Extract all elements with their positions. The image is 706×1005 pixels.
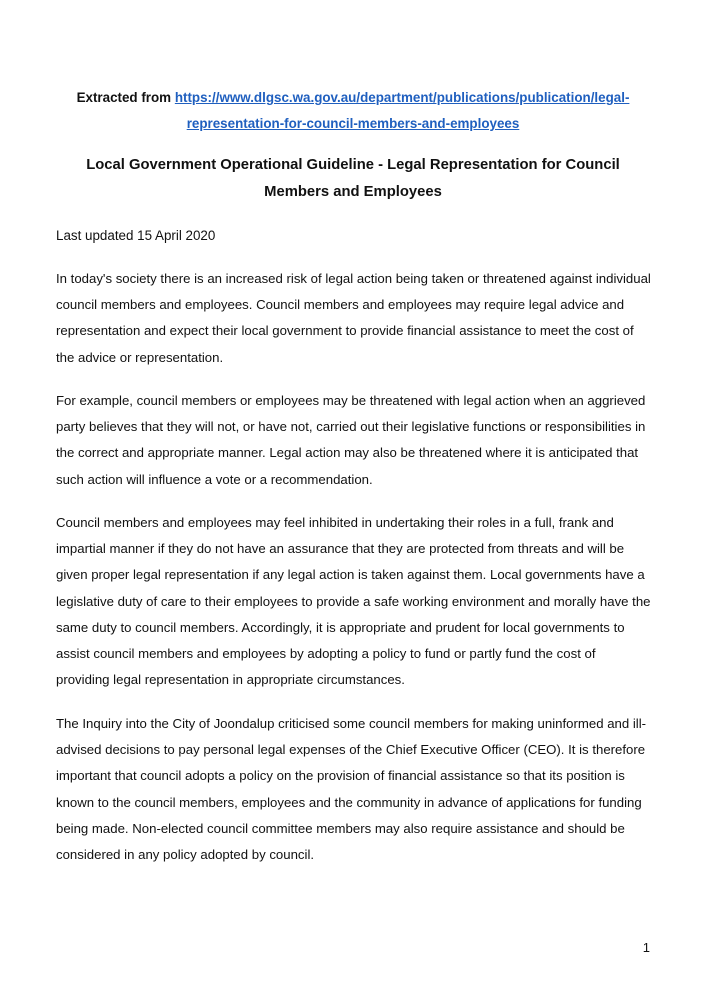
- source-link[interactable]: https://www.dlgsc.wa.gov.au/department/publications/publication/legal-representation-for-council-members-and-employees: [174, 90, 630, 131]
- page-number: 1: [642, 940, 650, 955]
- paragraph-4: The Inquiry into the City of Joondalup criticised some council members for making uninformed and ill-advised decisions to pay personal legal expenses of the Chief Executive Officer (CEO). It is therefore important that council adopts a policy on the provision of financial assistance so that its position is known to the council members, employees and the community in advance of applications for funding being made. Non-elected council committee members may also require assistance and should be considered in any policy adopted by council.: [56, 716, 647, 863]
- source-prefix: Extracted from: [76, 90, 172, 105]
- paragraph-2: For example, council members or employees may be threatened with legal action when an aggrieved party believes that they will not, or have not, carried out their legislative functions or responsibilities in the correct and appropriate manner. Legal action may also be threatened where it is anticipated that such action will influence a vote or a recommendation.: [56, 393, 646, 487]
- source-line: [56, 85, 650, 137]
- paragraph-3: Council members and employees may feel inhibited in undertaking their roles in a full, frank and impartial manner if they do not have an assurance that they are protected from threats and will be given proper legal representation if any legal action is taken against them. Local governments have a legislative duty of care to their employees to provide a safe working environment and morally have the same duty to council members. Accordingly, it is appropriate and prudent for local governments to assist council members and employees by adopting a policy to fund or partly fund the cost of providing legal representation in appropriate circumstances.: [56, 515, 651, 688]
- last-updated: Last updated 15 April 2020: [56, 228, 216, 243]
- document-title: Local Government Operational Guideline - Legal Representation for Council Members and Employees: [86, 157, 620, 200]
- paragraph-1: In today's society there is an increased risk of legal action being taken or threatened against individual council members and employees. Council members and employees may require legal advice and representation and expect their local government to provide financial assistance to meet the cost of the advice or representation.: [56, 271, 651, 365]
